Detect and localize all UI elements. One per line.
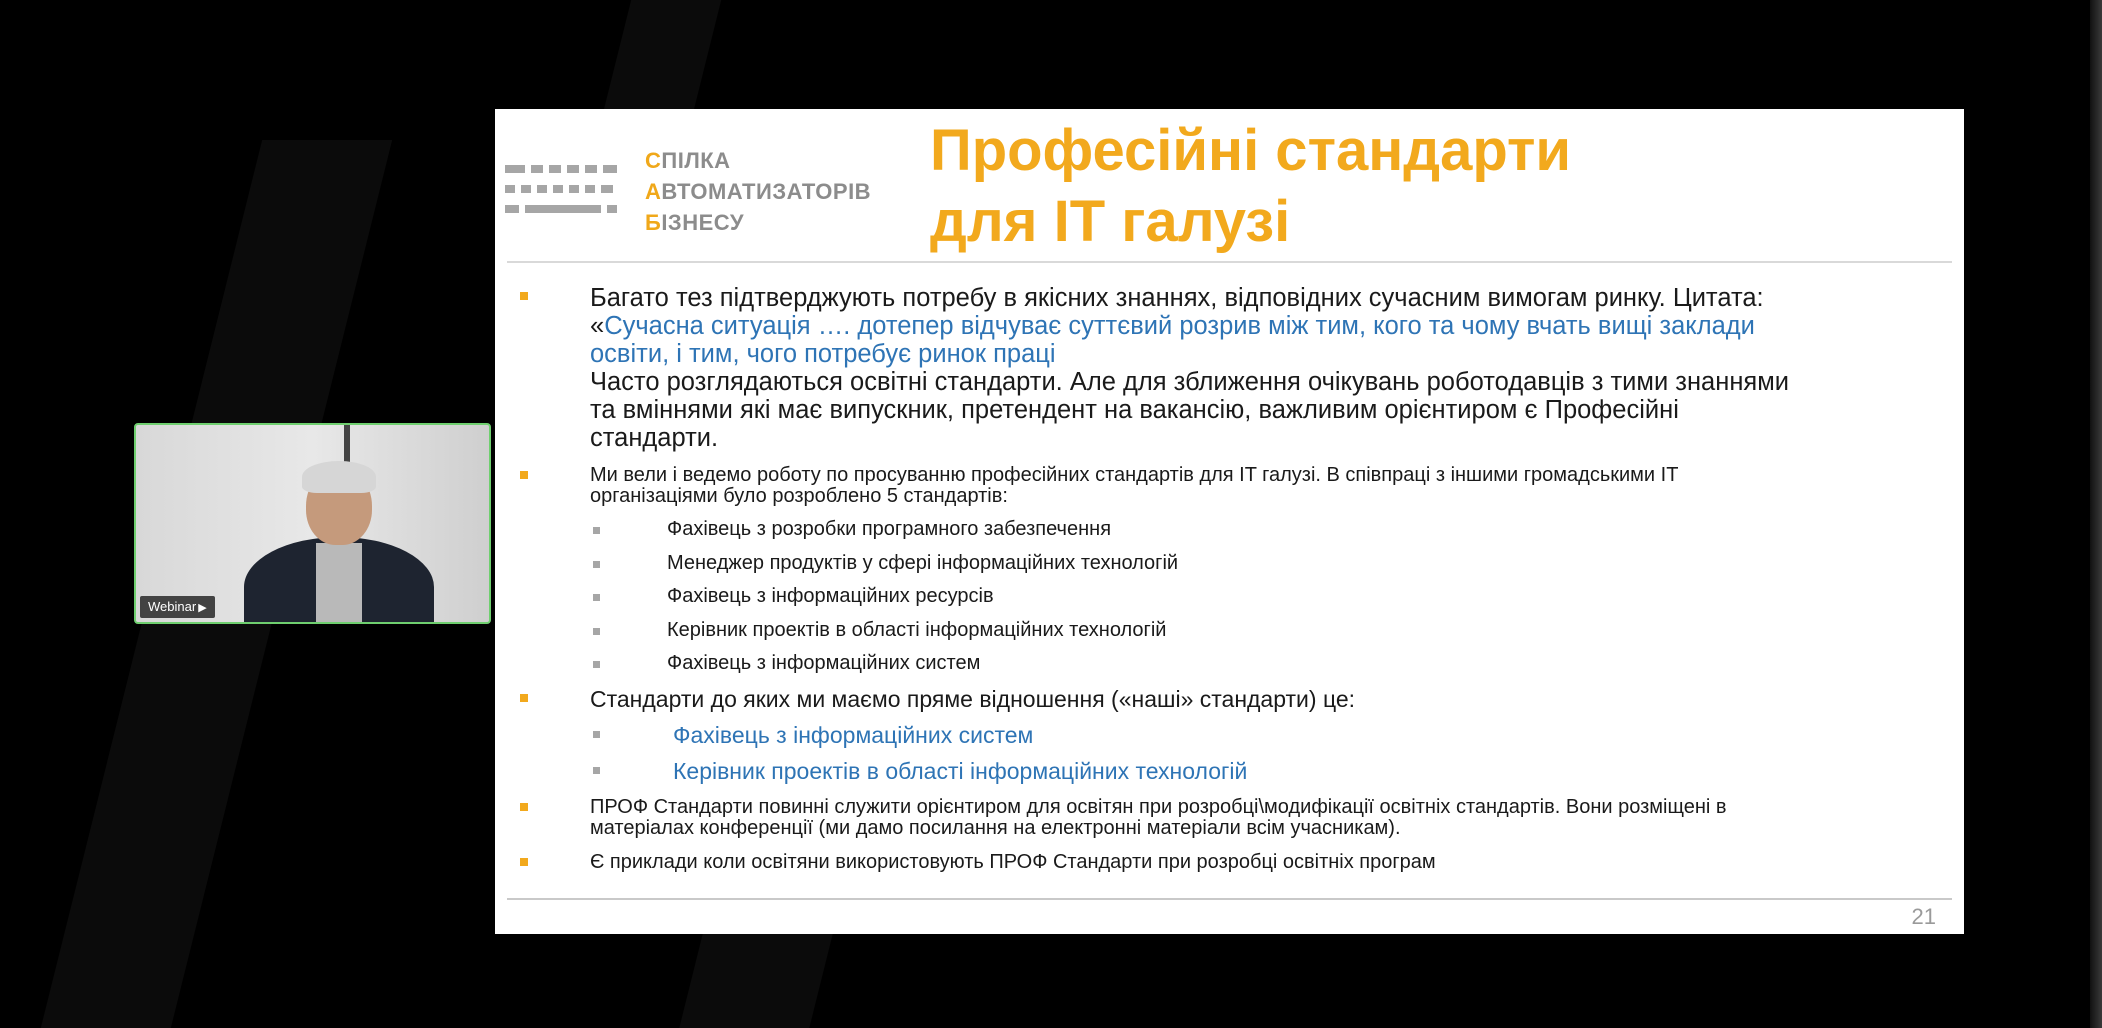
bullet-marker-icon <box>520 803 528 811</box>
slide-page-number: 21 <box>1911 904 1936 929</box>
our-standard-item: Фахівець з інформаційних систем <box>673 722 1033 748</box>
sub-bullet-item: Керівник проектів в області інформаційних технологій <box>667 619 1166 642</box>
sub-bullet-item: Менеджер продуктів у сфері інформаційних технологій <box>667 552 1178 575</box>
sub-bullet-marker-icon <box>593 594 600 601</box>
speaker-video <box>302 461 376 493</box>
slide-title-line2: для IT галузі <box>930 189 1291 254</box>
sub-bullet-marker-icon <box>593 527 600 534</box>
sub-bullet-marker-icon <box>593 731 600 738</box>
our-standard-item: Керівник проектів в області інформаційних технологій <box>673 758 1247 784</box>
bullet-item: Стандарти до яких ми маємо пряме відношення («наші» стандарти) це: <box>590 686 1355 712</box>
slide-title <box>930 115 1690 257</box>
speaker-video <box>316 543 362 623</box>
window-edge <box>2090 0 2102 1028</box>
bullet-item: Ми вели і ведемо роботу по просуванню професійних стандартів для IT галузі. В співпраці з іншими громадськими IT організаціями було розроблено 5 стандартів: <box>590 465 1950 507</box>
logo-text: СПІЛКА АВТОМАТИЗАТОРІВ БІЗНЕСУ <box>645 148 872 235</box>
play-icon: ▶ <box>198 602 207 614</box>
bullet-marker-icon <box>520 694 528 702</box>
bullet-item: Багато тез підтверджують потребу в якісних знаннях, відповідних сучасним вимогам ринку. Цитата: «Сучасна ситуація …. дотепер відчуває суттєвий розрив між тим, кого та чому вчать вищі заклади освіти, і тим, чого потребує ринок праці Часто розглядаються освітні стандарти. Але для зближення очікувань роботодавців з тими знаннями та вміннями які має випускник, претендент на вакансію, важливим орієнтиром є Професійні стандарти. <box>590 284 1950 452</box>
sub-bullet-item: Фахівець з інформаційних ресурсів <box>667 585 994 608</box>
bullet-item: ПРОФ Стандарти повинні служити орієнтиром для освітян при розробці\модифікації освітніх стандартів. Вони розміщені в матеріалах конференції (ми дамо посилання на електронні матеріали всім учасникам). <box>590 797 1950 839</box>
slide-title-line1: Професійні стандарти <box>930 118 1572 183</box>
webcam-tile[interactable] <box>134 423 491 624</box>
sub-bullet-marker-icon <box>593 561 600 568</box>
bullet-marker-icon <box>520 292 528 300</box>
organization-logo <box>505 145 885 245</box>
footer-divider <box>507 898 1952 900</box>
bullet-marker-icon <box>520 858 528 866</box>
sub-bullet-marker-icon <box>593 628 600 635</box>
background-shape <box>604 0 726 110</box>
sub-bullet-marker-icon <box>593 661 600 668</box>
bullet-item: Є приклади коли освітяни використовують ПРОФ Стандарти при розробці освітніх програм <box>590 852 1950 873</box>
sub-bullet-marker-icon <box>593 767 600 774</box>
background-shape <box>676 930 833 1028</box>
webcam-label-text: Webinar <box>148 599 197 614</box>
bullet-marker-icon <box>520 471 528 479</box>
sub-bullet-item: Фахівець з розробки програмного забезпечення <box>667 518 1111 541</box>
logo-bars-icon <box>505 163 625 223</box>
presentation-slide <box>495 109 1964 934</box>
sub-bullet-item: Фахівець з інформаційних систем <box>667 652 980 675</box>
webcam-label[interactable] <box>140 596 215 618</box>
title-divider <box>507 261 1952 263</box>
